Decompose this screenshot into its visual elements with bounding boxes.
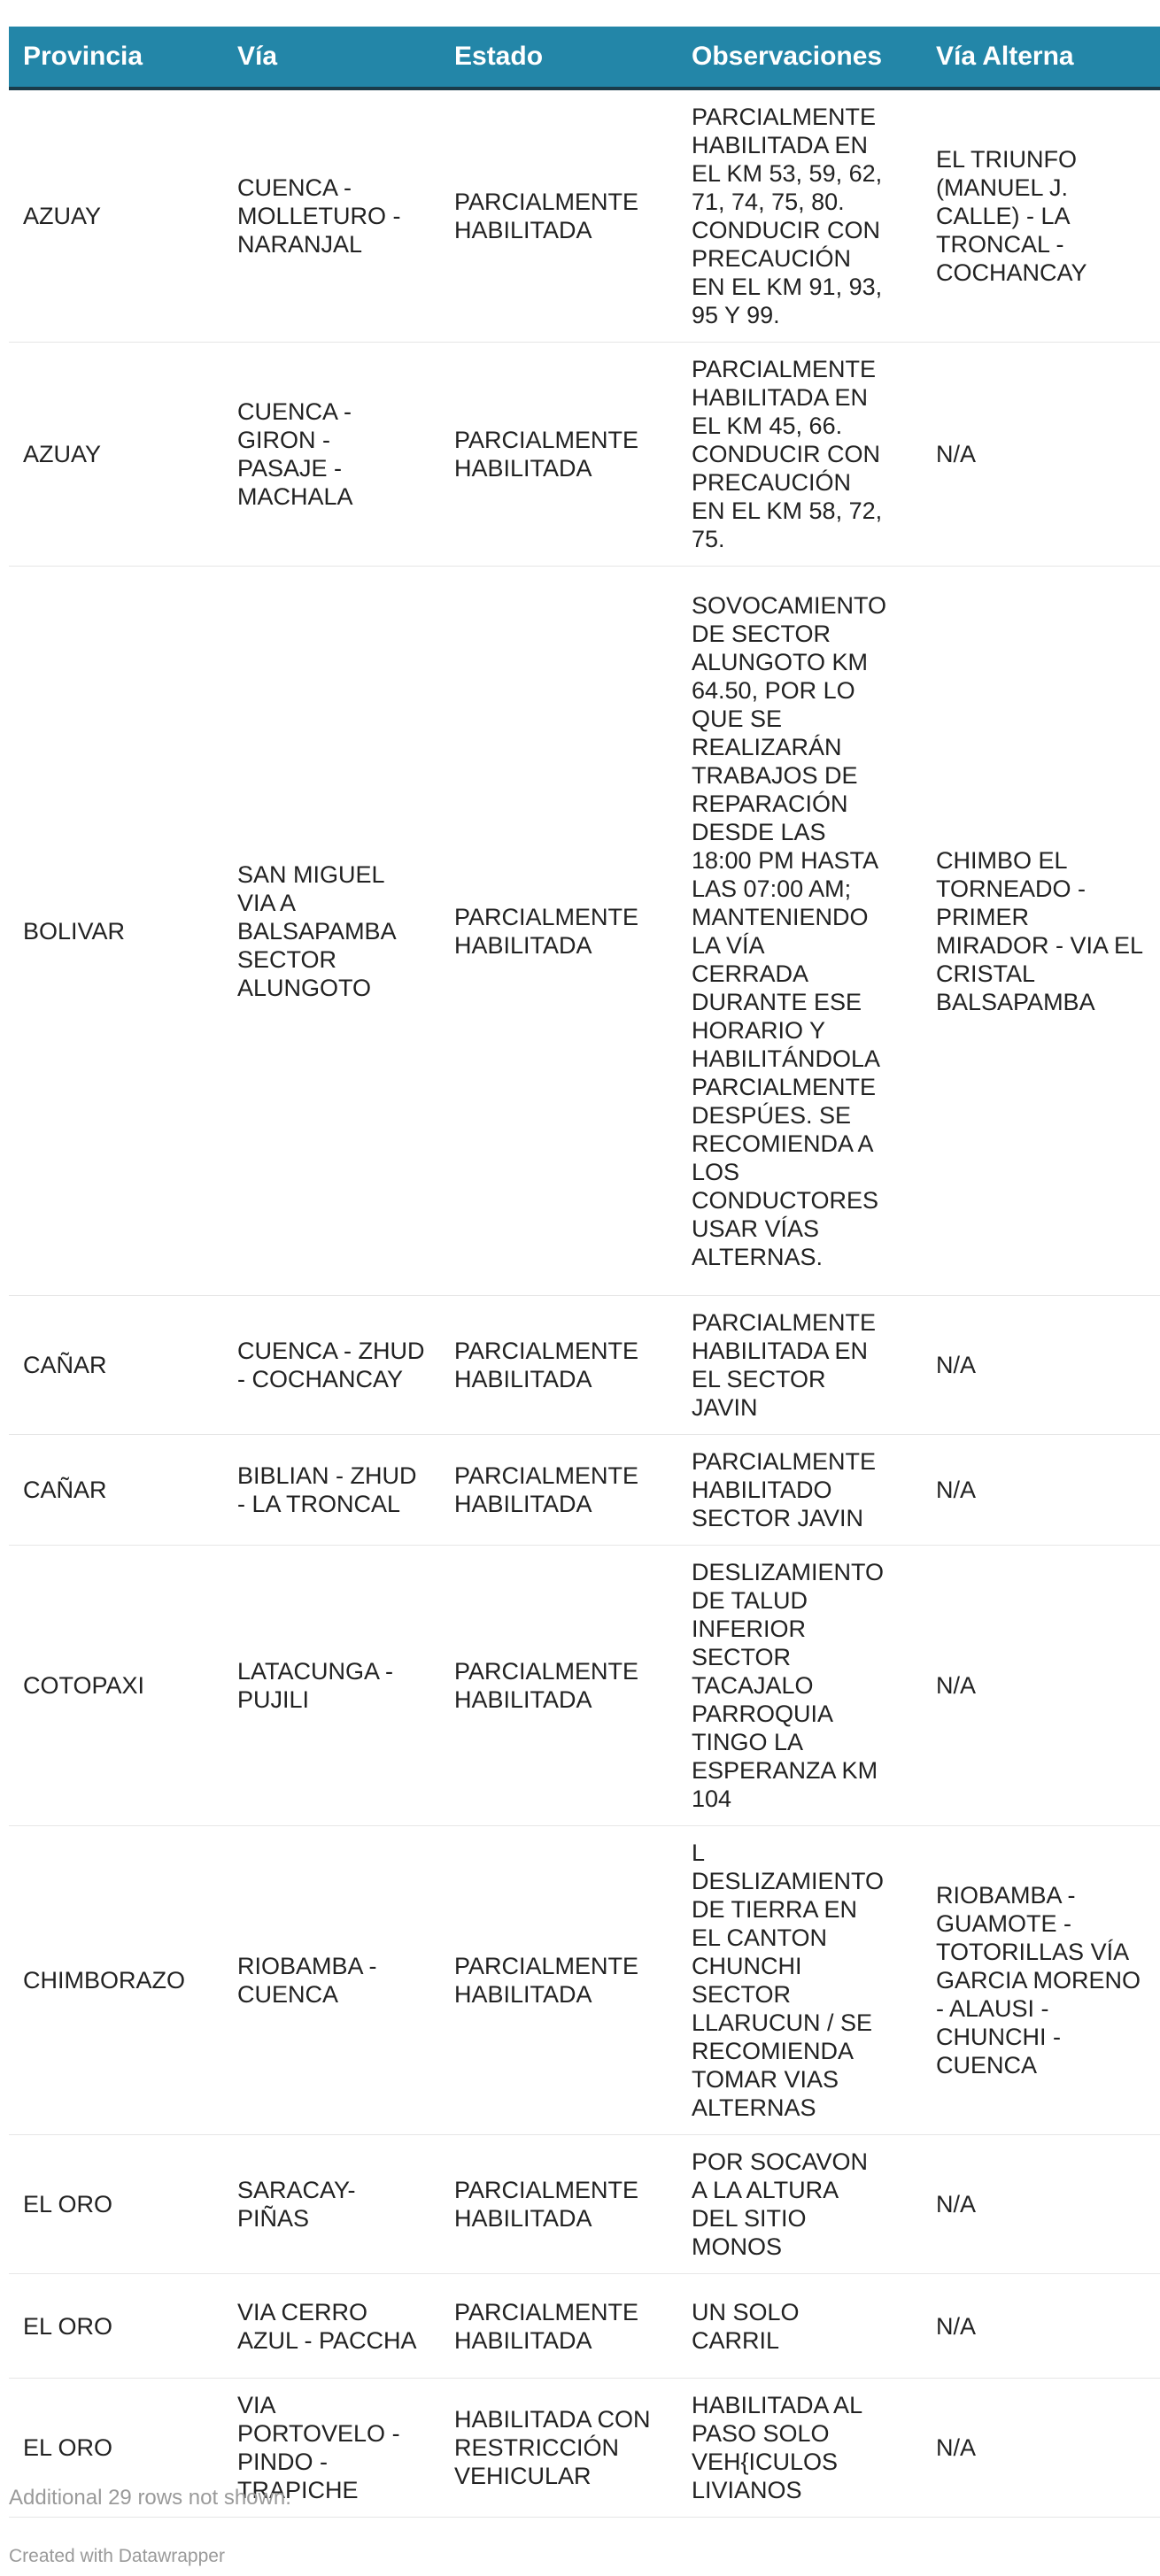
cell-observaciones: PARCIALMENTE HABILITADA EN EL KM 45, 66. CONDUCIR CON PRECAUCIÓN EN EL KM 58, 72, 75. (677, 343, 922, 567)
table-row (9, 567, 1160, 1296)
cell-via: SARACAY-PIÑAS (223, 2135, 440, 2274)
cell-observaciones: PARCIALMENTE HABILITADO SECTOR JAVIN (677, 1435, 922, 1546)
data-table-container (9, 27, 1144, 2518)
cell-observaciones: PARCIALMENTE HABILITADA EN EL KM 53, 59, 62, 71, 74, 75, 80. CONDUCIR CON PRECAUCIÓN EN EL KM 91, 93, 95 Y 99. (677, 89, 922, 343)
cell-estado: PARCIALMENTE HABILITADA (440, 1826, 677, 2135)
cell-via: VIA CERRO AZUL - PACCHA (223, 2274, 440, 2379)
cell-estado: PARCIALMENTE HABILITADA (440, 343, 677, 567)
cell-observaciones: SOVOCAMIENTO DE SECTOR ALUNGOTO KM 64.50, POR LO QUE SE REALIZARÁN TRABAJOS DE REPARACIÓN DESDE LAS 18:00 PM HASTA LAS 07:00 AM; MANTENIENDO LA VÍA CERRADA DURANTE ESE HORARIO Y HABILITÁNDOLA PARCIALMENTE DESPÚES. SE RECOMIENDA A LOS CONDUCTORES USAR VÍAS ALTERNAS. (677, 567, 922, 1296)
cell-estado: PARCIALMENTE HABILITADA (440, 567, 677, 1296)
cell-via: CUENCA - ZHUD - COCHANCAY (223, 1296, 440, 1435)
cell-via-alterna: RIOBAMBA - GUAMOTE - TOTORILLAS VÍA GARCIA MORENO - ALAUSI - CHUNCHI - CUENCA (922, 1826, 1160, 2135)
cell-observaciones: L DESLIZAMIENTO DE TIERRA EN EL CANTON CHUNCHI SECTOR LLARUCUN / SE RECOMIENDA TOMAR VIAS ALTERNAS (677, 1826, 922, 2135)
cell-provincia: EL ORO (9, 2274, 223, 2379)
table-row (9, 2135, 1160, 2274)
table-row (9, 1546, 1160, 1826)
cell-provincia: EL ORO (9, 2379, 223, 2518)
cell-estado: PARCIALMENTE HABILITADA (440, 2135, 677, 2274)
cell-via-alterna: N/A (922, 1546, 1160, 1826)
cell-estado: PARCIALMENTE HABILITADA (440, 1296, 677, 1435)
header-provincia[interactable]: Provincia (9, 27, 223, 89)
cell-observaciones: PARCIALMENTE HABILITADA EN EL SECTOR JAVIN (677, 1296, 922, 1435)
cell-via-alterna: N/A (922, 343, 1160, 567)
cell-via: SAN MIGUEL VIA A BALSAPAMBA SECTOR ALUNGOTO (223, 567, 440, 1296)
table-notes: Additional 29 rows not shown. (9, 2486, 291, 2510)
cell-estado: PARCIALMENTE HABILITADA (440, 89, 677, 343)
cell-provincia: AZUAY (9, 89, 223, 343)
cell-provincia: BOLIVAR (9, 567, 223, 1296)
table-row (9, 1435, 1160, 1546)
header-via[interactable]: Vía (223, 27, 440, 89)
cell-provincia: AZUAY (9, 343, 223, 567)
table-row (9, 343, 1160, 567)
cell-via: LATACUNGA - PUJILI (223, 1546, 440, 1826)
datawrapper-credit: Created with Datawrapper (9, 2546, 225, 2566)
cell-via: CUENCA - GIRON - PASAJE - MACHALA (223, 343, 440, 567)
table-row (9, 2274, 1160, 2379)
cell-via-alterna: N/A (922, 1296, 1160, 1435)
cell-via: VIA PORTOVELO - PINDO - TRAPICHE (223, 2379, 440, 2518)
cell-via-alterna: N/A (922, 2274, 1160, 2379)
table-header-row (9, 27, 1160, 89)
cell-estado: PARCIALMENTE HABILITADA (440, 1435, 677, 1546)
cell-provincia: CAÑAR (9, 1435, 223, 1546)
header-via-alterna[interactable]: Vía Alterna (922, 27, 1160, 89)
cell-via-alterna: N/A (922, 2379, 1160, 2518)
cell-observaciones: UN SOLO CARRIL (677, 2274, 922, 2379)
table-row (9, 89, 1160, 343)
cell-observaciones: DESLIZAMIENTO DE TALUD INFERIOR SECTOR TACAJALO PARROQUIA TINGO LA ESPERANZA KM 104 (677, 1546, 922, 1826)
table-row (9, 1826, 1160, 2135)
header-estado[interactable]: Estado (440, 27, 677, 89)
cell-provincia: CHIMBORAZO (9, 1826, 223, 2135)
header-observaciones[interactable]: Observaciones (677, 27, 922, 89)
cell-via: BIBLIAN - ZHUD - LA TRONCAL (223, 1435, 440, 1546)
cell-provincia: COTOPAXI (9, 1546, 223, 1826)
cell-estado: PARCIALMENTE HABILITADA (440, 1546, 677, 1826)
cell-estado: HABILITADA CON RESTRICCIÓN VEHICULAR (440, 2379, 677, 2518)
cell-provincia: EL ORO (9, 2135, 223, 2274)
cell-provincia: CAÑAR (9, 1296, 223, 1435)
cell-estado: PARCIALMENTE HABILITADA (440, 2274, 677, 2379)
cell-via-alterna: N/A (922, 2135, 1160, 2274)
road-status-table (9, 27, 1160, 2518)
cell-observaciones: POR SOCAVON A LA ALTURA DEL SITIO MONOS (677, 2135, 922, 2274)
cell-observaciones: HABILITADA AL PASO SOLO VEH{ICULOS LIVIANOS (677, 2379, 922, 2518)
cell-via-alterna: EL TRIUNFO (MANUEL J. CALLE) - LA TRONCAL - COCHANCAY (922, 89, 1160, 343)
table-row (9, 1296, 1160, 1435)
cell-via: RIOBAMBA - CUENCA (223, 1826, 440, 2135)
cell-via-alterna: CHIMBO EL TORNEADO - PRIMER MIRADOR - VIA EL CRISTAL BALSAPAMBA (922, 567, 1160, 1296)
cell-via-alterna: N/A (922, 1435, 1160, 1546)
cell-via: CUENCA - MOLLETURO - NARANJAL (223, 89, 440, 343)
